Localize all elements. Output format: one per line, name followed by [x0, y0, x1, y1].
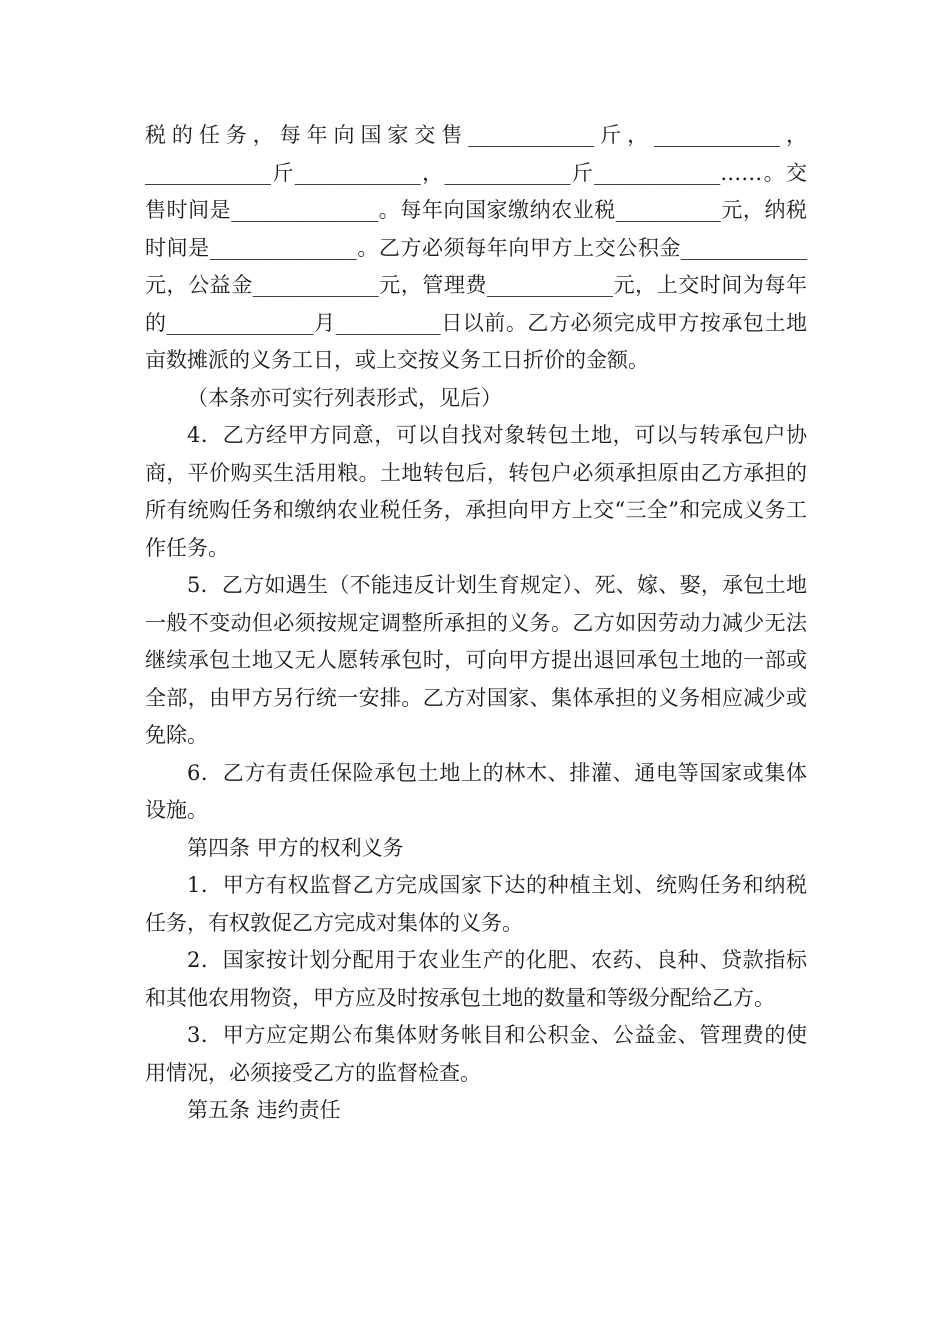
paragraph-party-a-item-2: 2．国家按计划分配用于农业生产的化肥、农药、良种、贷款指标和其他农用物资，甲方应及时按承包土地的数量和等级分配给乙方。	[145, 948, 807, 1010]
paragraph-item-4: 4．乙方经甲方同意，可以自找对象转包土地，可以与转承包户协商，平价购买生活用粮。土地转包后，转包户必须承担原由乙方承担的所有统购任务和缴纳农业税任务，承担向甲方上交“三全”和完成义务工作任务。	[145, 423, 807, 560]
section-heading-article-5: 第五条 违约责任	[187, 1098, 341, 1122]
document-body	[145, 117, 807, 1130]
paragraph-item-5: 5．乙方如遇生（不能违反计划生育规定）、死、嫁、娶，承包土地一般不变动但必须按规定调整所承担的义务。乙方如因劳动力减少无法继续承包土地又无人愿转承包时，可向甲方提出退回承包土地的一部或全部，由甲方另行统一安排。乙方对国家、集体承担的义务相应减少或免除。	[145, 573, 807, 747]
paragraph-note: （本条亦可实行列表形式，见后）	[187, 385, 502, 410]
section-heading-article-4: 第四条 甲方的权利义务	[187, 835, 404, 860]
paragraph-party-a-item-3: 3．甲方应定期公布集体财务帐目和公积金、公益金、管理费的使用情况，必须接受乙方的监督检查。	[145, 1023, 807, 1085]
paragraph-item-6: 6．乙方有责任保险承包土地上的林木、排灌、通电等国家或集体设施。	[145, 760, 807, 822]
paragraph-obligations-continued: 税的任务，每年向国家交售____________斤，____________，____________斤____________，____________斤____________……。交售时间是______________。每年向国家缴纳农业税__________元，纳税时间是______________。乙方必须每年向甲方上交公积金____________元，公益金____________元，管理费____________元，上交时间为每年的______________月__________日以前。乙方必须完成甲方按承包土地亩数摊派的义务工日，或上交按义务工日折价的金额。	[145, 123, 807, 372]
paragraph-party-a-item-1: 1．甲方有权监督乙方完成国家下达的种植主划、统购任务和纳税任务，有权敦促乙方完成对集体的义务。	[145, 873, 807, 935]
